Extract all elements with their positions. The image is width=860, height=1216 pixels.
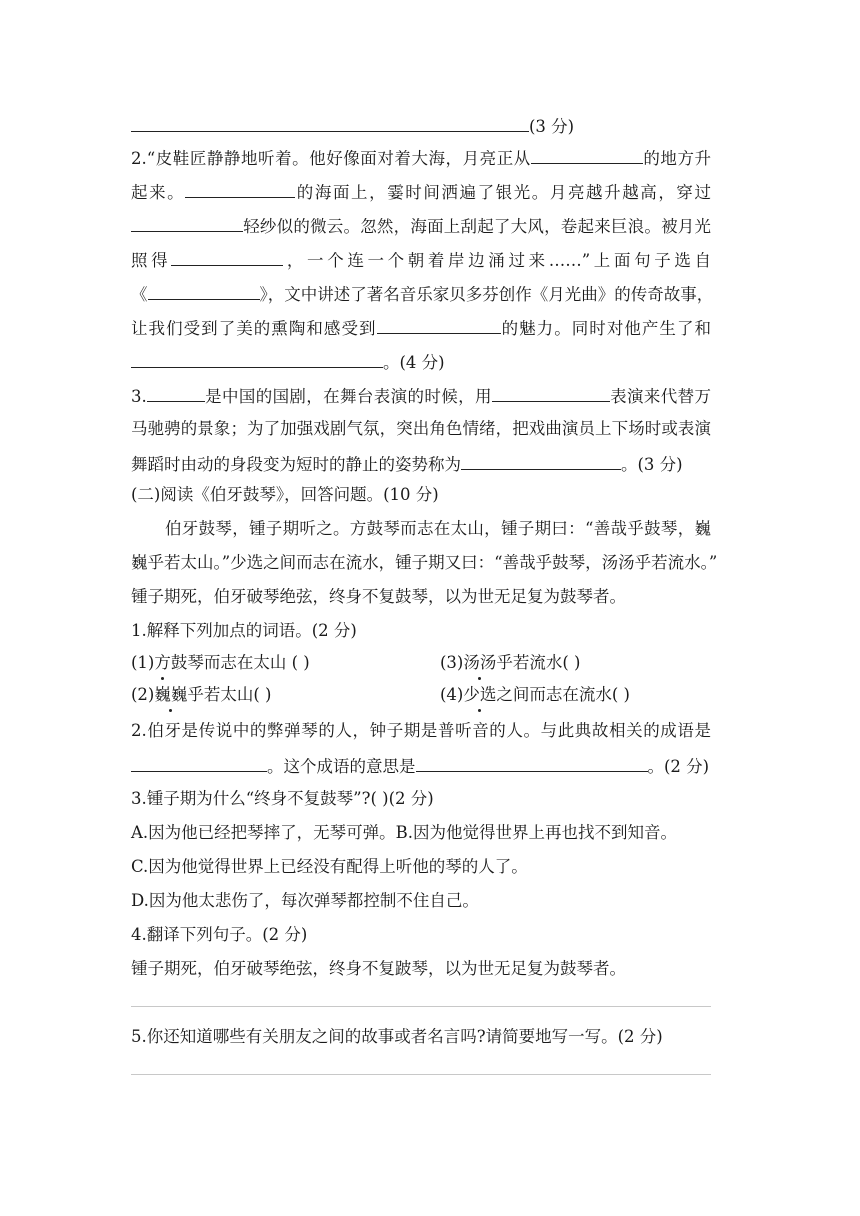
option-d[interactable]: D.因为他太悲伤了，每次弹琴都控制不住自己。: [131, 891, 479, 910]
q3-blank-2[interactable]: [492, 384, 610, 402]
q2-blank-3[interactable]: [131, 214, 243, 232]
option-a[interactable]: A.因为他已经把琴摔了，无琴可弹。: [131, 823, 396, 842]
q2-blank-7[interactable]: [131, 350, 383, 368]
sq5-title: 5.你还知道哪些有关朋友之间的故事或者名言吗?请简要地写一写。(2 分): [131, 1027, 663, 1046]
sq2-line-2: 。这个成语的意思是 。(2 分): [131, 754, 709, 778]
q2-line-3: 轻纱似的微云。忽然，海面上刮起了大风，卷起来巨浪。被月光: [131, 214, 711, 238]
q2-blank-2[interactable]: [185, 180, 295, 198]
q2-blank-6[interactable]: [377, 316, 501, 334]
sq1-item-2: (2)巍巍乎若太山( ): [131, 685, 272, 704]
prev-answer-line: [131, 114, 574, 138]
q2-line-5: 《 》，文中讲述了著名音乐家贝多芬创作《月光曲》的传奇故事，: [131, 282, 711, 306]
q2-line-7: 。(4 分): [131, 350, 445, 374]
sq2-blank-1[interactable]: [131, 754, 267, 772]
score: (3 分): [529, 117, 575, 136]
section-heading: (二)阅读《伯牙鼓琴》，回答问题。(10 分): [131, 485, 439, 504]
q2-line-1: 2.“皮鞋匠静静地听着。他好像面对着大海，月亮正从 的地方升: [131, 146, 711, 170]
emphasis-dotted-word: 汤汤: [463, 653, 497, 672]
option-c[interactable]: C.因为他觉得世界上已经没有配得上听他的琴的人了。: [131, 857, 528, 876]
sq2-blank-2[interactable]: [416, 754, 648, 772]
sq4-answer-line[interactable]: [131, 1006, 711, 1007]
q3-line-1: 3. 是中国的国剧，在舞台表演的时候，用 表演来代替万: [131, 384, 711, 408]
q2-line-4: 照得 ，一个连一个朝着岸边涌过来……”上面句子选自: [131, 248, 711, 272]
sq4-title: 4.翻译下列句子。(2 分): [131, 925, 308, 944]
emphasis-dotted-word: 少选: [463, 685, 497, 704]
sq4-sentence: 锺子期死，伯牙破琴绝弦，终身不复跛琴，以为世无足复为鼓琴者。: [131, 959, 626, 978]
answer-blank[interactable]: [131, 114, 529, 132]
q2-blank-4[interactable]: [171, 248, 283, 266]
sq3-options-ab: [131, 822, 677, 844]
passage-line-3: 锺子期死，伯牙破琴绝弦，终身不复鼓琴，以为世无足复为鼓琴者。: [131, 587, 626, 606]
sq3-question: 3.锺子期为什么“终身不复鼓琴”?( )(2 分): [131, 789, 434, 808]
option-b[interactable]: B.因为他觉得世界上再也找不到知音。: [395, 823, 678, 842]
sq5-answer-line[interactable]: [131, 1074, 711, 1075]
q3-line-3: 舞蹈时由动的身段变为短时的静止的姿势称为 。(3 分): [131, 452, 683, 476]
passage-line-2: 巍乎若太山。”少选之间而志在流水，锺子期又曰：“善哉乎鼓琴，汤汤乎若流水。”: [131, 553, 718, 572]
sq1-item-1: (1)方鼓琴而志在太山 ( ): [131, 653, 310, 672]
sq2-line-1: 2.伯牙是传说中的弊弹琴的人，钟子期是普听音的人。与此典故相关的成语是: [131, 721, 711, 740]
q2-line-2: 起来。 的海面上，霎时间洒遍了银光。月亮越升越高，穿过: [131, 180, 711, 204]
q3-blank-3[interactable]: [461, 452, 621, 470]
passage-line-1: 伯牙鼓琴，锺子期听之。方鼓琴而志在太山，锺子期曰：“善哉乎鼓琴，巍: [165, 519, 711, 538]
sq1-item-4: (4)少选之间而志在流水( ): [440, 685, 630, 704]
q3-blank-1[interactable]: [147, 384, 205, 402]
q2-line-6: 让我们受到了美的熏陶和感受到 的魅力。同时对他产生了和: [131, 316, 711, 340]
emphasis-dotted-word: 巍巍: [154, 685, 188, 704]
emphasis-dotted-word: 方: [154, 653, 171, 672]
sq1-item-3: (3)汤汤乎若流水( ): [440, 653, 581, 672]
q3-line-2: 马驰骋的景象；为了加强戏剧气氛，突出角色情绪，把戏曲演员上下场时或表演: [131, 419, 711, 438]
q2-blank-5[interactable]: [148, 282, 260, 300]
sq1-answer-paren-1[interactable]: ( ): [291, 653, 310, 672]
q2-blank-1[interactable]: [531, 146, 643, 164]
sq1-title: 1.解释下列加点的词语。(2 分): [131, 621, 357, 640]
